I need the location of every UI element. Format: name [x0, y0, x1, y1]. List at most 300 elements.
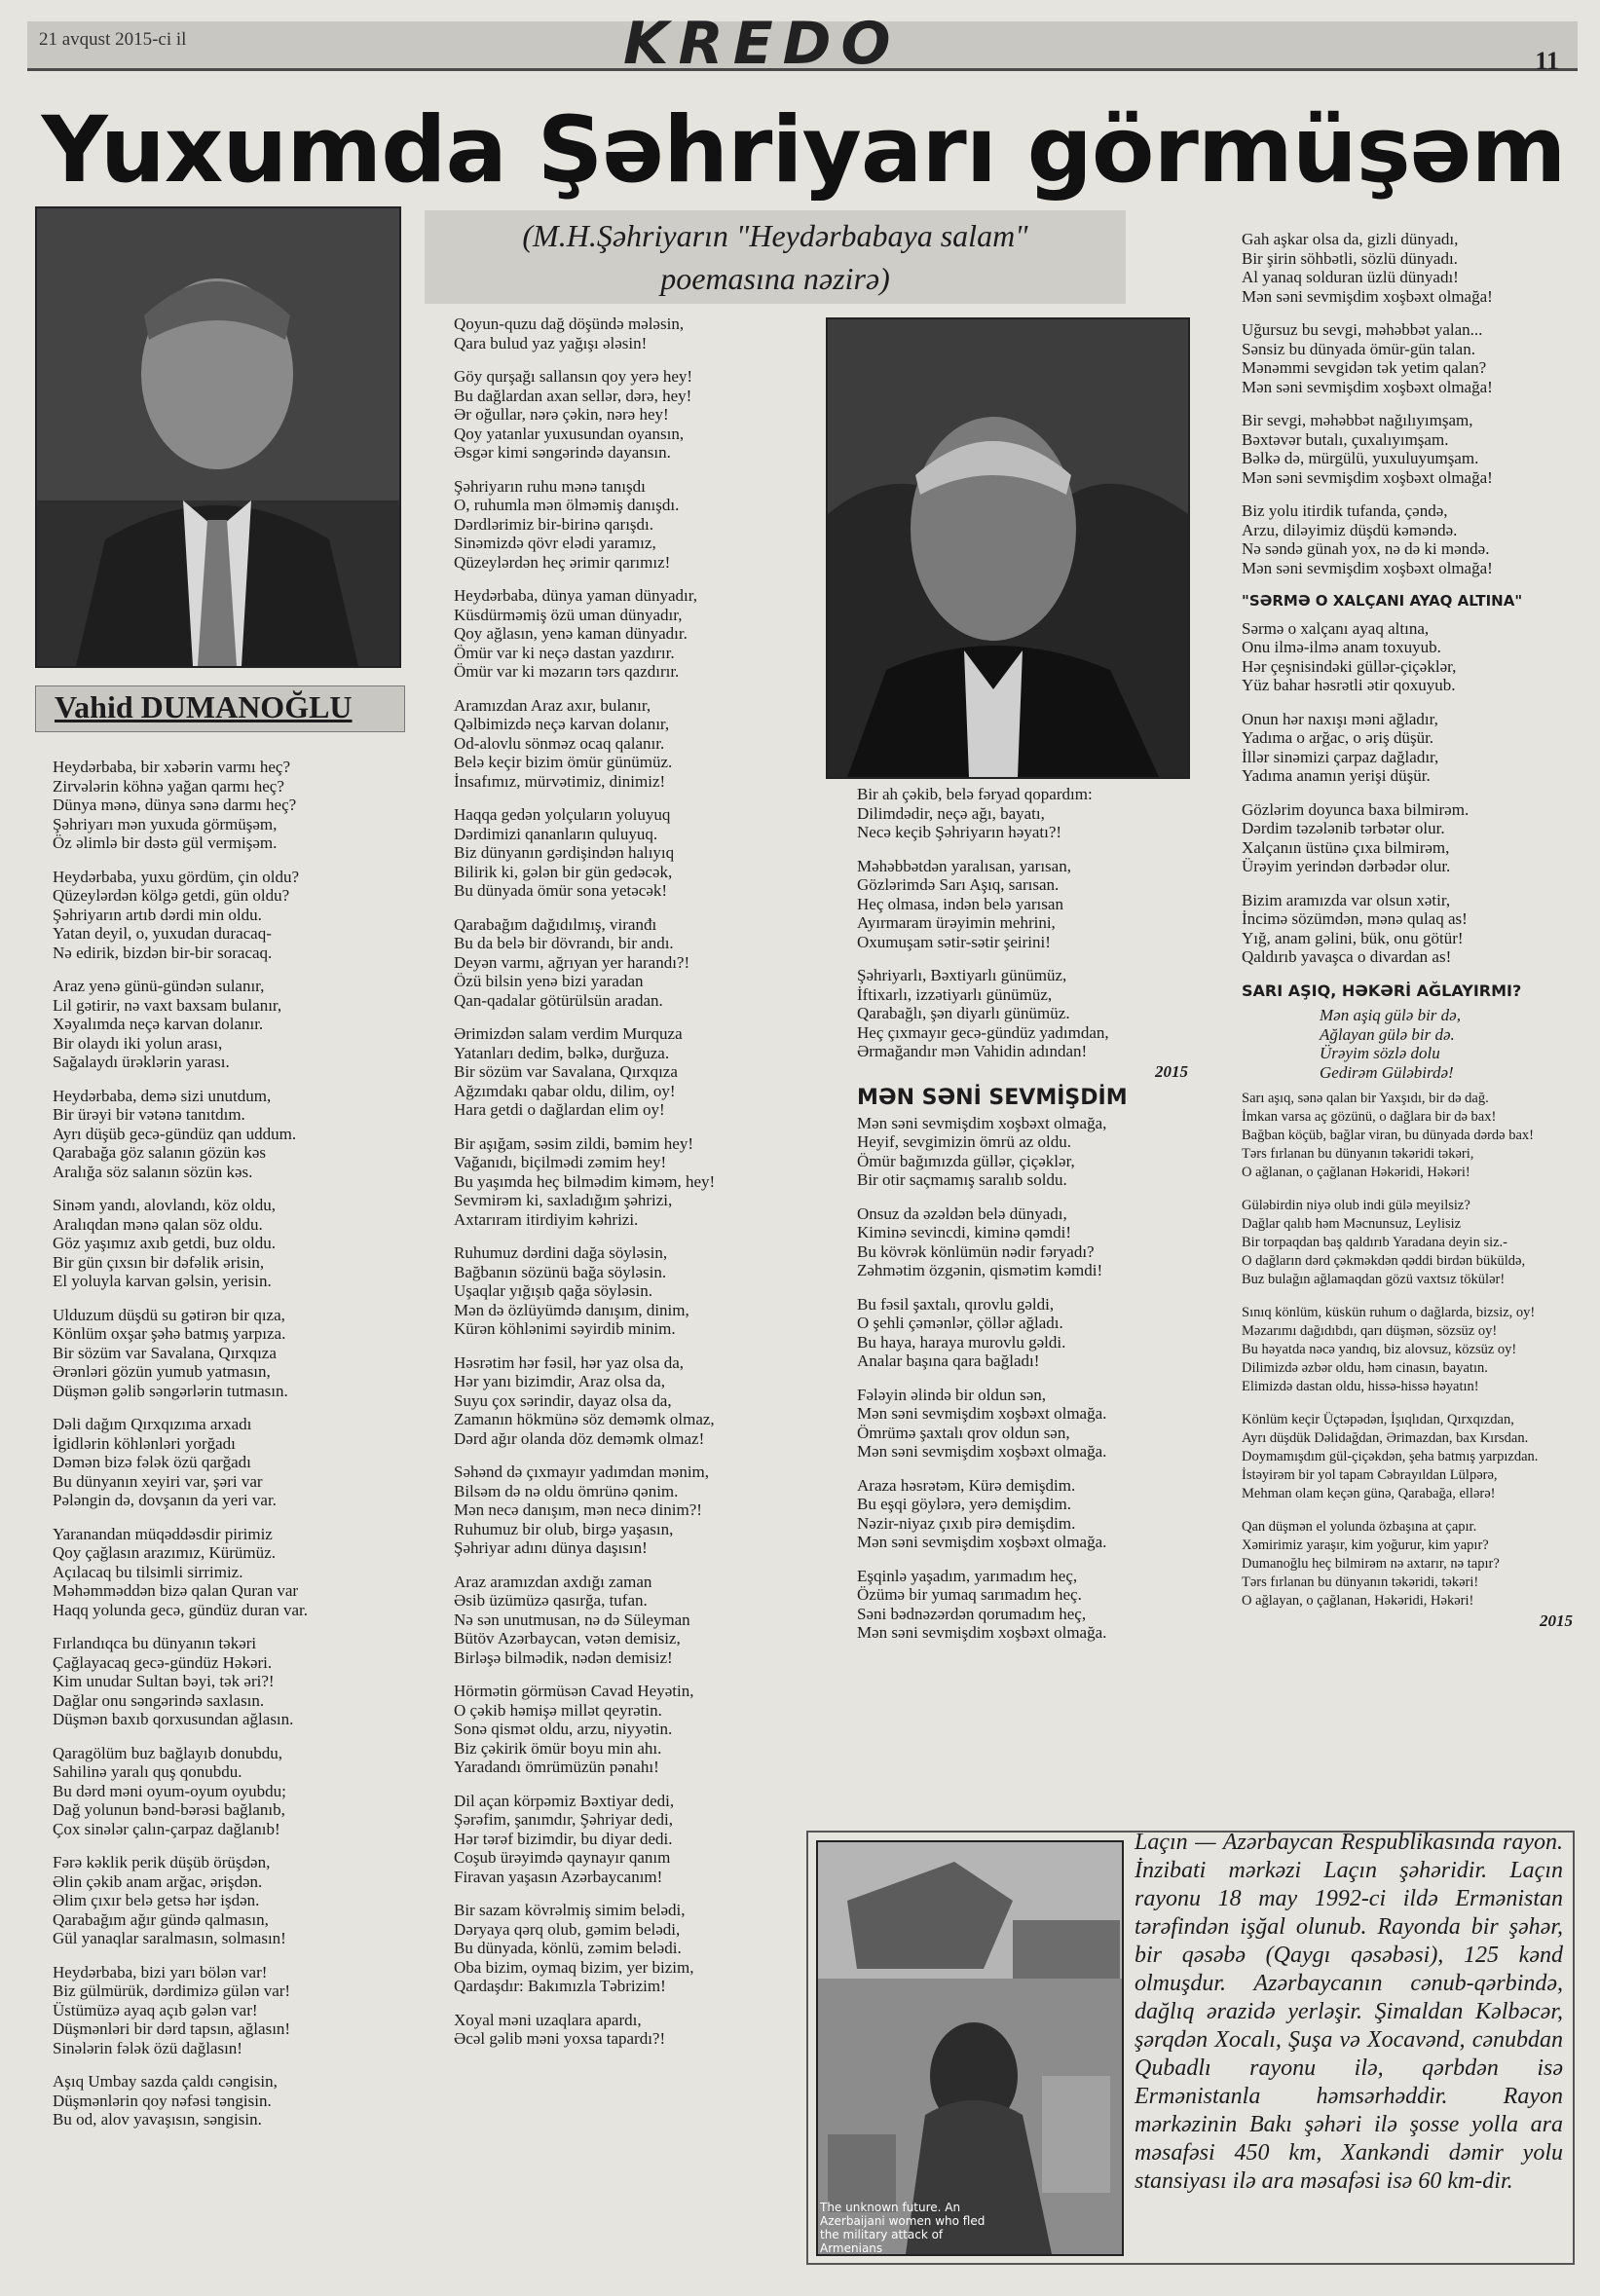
stanza [454, 477, 804, 573]
stanza [1242, 800, 1573, 876]
verse-line: Hər tərəf bizimdir, bu diyar dedi. [454, 1829, 673, 1848]
verse-line: Dərdimizi qananların quluyuq. [454, 824, 658, 843]
verse-line: Dağlar onu səngərində saxlasın. [53, 1690, 265, 1710]
stanza [857, 857, 1188, 952]
verse-line: Araz yenə günü-gündən sulanır, [53, 977, 265, 995]
verse-line: Əsib üzümüzə qasırğa, tufan. [454, 1591, 648, 1610]
verse-line: Sərmə o xalçanı ayaq altına, [1242, 618, 1430, 638]
verse-line: Dəmən bizə fələk özü qarğadı [53, 1453, 251, 1471]
poem-column-2 [454, 315, 804, 2063]
verse-line: Açılacaq bu tilsimli sirrimiz. [53, 1562, 243, 1581]
verse-line: Necə keçib Şəhriyarın həyatı?! [857, 823, 1062, 841]
verse-line: Bir sazam kövrəlmiş simim belədi, [454, 1901, 686, 1919]
verse-line: Nə sən unutmusan, nə də Süleyman [454, 1610, 690, 1629]
verse-line: Öz əlimlə bir dəstə gül vermişəm. [53, 833, 278, 852]
verse-line: Mən səni sevmişdim xoşbəxt olmağa! [1242, 558, 1493, 577]
stanza [454, 1573, 804, 1668]
verse-line: Hara getdi o dağlardan elim oy! [454, 1100, 665, 1119]
stanza [1242, 320, 1573, 396]
verse-line: Gözlərim doyunca baxa bilmirəm. [1242, 799, 1470, 819]
verse-line: Şəhriyarın ruhu mənə tanışdı [454, 476, 646, 496]
verse-line: Kürən köhlənimi səyirdib minim. [454, 1319, 676, 1338]
verse-line: Analar başına qara bağladı! [857, 1352, 1040, 1370]
verse-line: Ruhumuz dərdini dağa söyləsin, [454, 1243, 668, 1262]
verse-line: Bu kövrək könlümün nədir fəryadı? [857, 1241, 1095, 1261]
verse-line: Dağlar qalıb həm Məcnunsuz, Leylisiz [1242, 1216, 1462, 1232]
verse-line: Şəhriyar adını dünya daşısın! [454, 1538, 648, 1557]
verse-line: Araza həsrətəm, Kürə demişdim. [857, 1475, 1076, 1495]
stanza [857, 966, 1188, 1061]
verse-line: Bağban köçüb, bağlar viran, bu dünyada dərdə bax! [1242, 1128, 1534, 1143]
verse-line: Pələngin də, dovşanın da yeri var. [53, 1491, 277, 1509]
verse-line: Ayırmaram ürəyimin mehrini, [857, 913, 1056, 932]
verse-line: Göy qurşağı sallansın qoy yerə hey! [454, 367, 693, 386]
verse-line: Heç çıxmayır gecə-gündüz yadımdan, [857, 1022, 1109, 1042]
verse-line: Arzu, diləyimiz düşdü kəməndə. [1242, 520, 1458, 539]
verse-line: Heydərbaba, demə sizi unutdum, [53, 1086, 272, 1105]
stanza [53, 1306, 413, 1401]
verse-line: Əlim çıxır belə getsə hər işdən. [53, 1891, 260, 1909]
verse-line: Bəlkə də, mürgülü, yuxuluyumşam. [1242, 449, 1479, 467]
verse-line: Fələyin əlində bir oldun sən, [857, 1385, 1047, 1404]
verse-line: Yaranandan müqəddəsdir pirimiz [53, 1524, 273, 1543]
verse-line: Bir gün çıxsın bir dəfəlik ərisin, [53, 1252, 265, 1272]
verse-line: Sinəm yandı, alovlandı, köz oldu, [53, 1196, 276, 1214]
verse-line: Yatanları dedim, bəlkə, durğuza. [454, 1043, 670, 1062]
verse-line: Aşıq Umbay sazda çaldı cəngisin, [53, 2072, 278, 2091]
verse-line: Gül yanaqlar saralmasın, solmasın! [53, 1929, 286, 1947]
headline: Yuxumda Şəhriyarı görmüşəm [41, 97, 1566, 204]
verse-line: Belə keçir bizim ömür günümüz. [454, 753, 673, 771]
verse-line: O dağların dərd çəkməkdən qəddi birdən büküldə, [1242, 1253, 1526, 1269]
verse-line: Sonə qismət oldu, arzu, niyyətin. [454, 1720, 673, 1738]
verse-line: Çox sinələr çalın-çarpaz dağlanıb! [53, 1819, 280, 1838]
verse-line: Dil açan körpəmiz Bəxtiyar dedi, [454, 1791, 675, 1810]
shahriyar-photo [826, 317, 1190, 779]
verse-line: Bu dünyanın xeyiri var, şəri var [53, 1471, 263, 1491]
stanza [53, 868, 413, 963]
verse-line: Hər çeşnisindəki güllər-çiçəklər, [1242, 656, 1457, 676]
verse-line: Bir ürəyi bir vətənə tanıtdım. [53, 1105, 245, 1124]
verse-line: Birləşə bilmədik, nədən demisiz! [454, 1648, 673, 1667]
verse-line: Ömür var ki məzarın tərs qazdırır. [454, 662, 680, 681]
verse-line: Qoy yatanlar yuxusundan oyansın, [454, 424, 685, 443]
verse-line: Məhəbbətdən yaralısan, yarısan, [857, 856, 1071, 875]
verse-line: Göz yaşımız axıb getdi, buz oldu. [53, 1234, 276, 1252]
verse-line: İmkan varsa aç gözünü, o dağlara bir də bax! [1242, 1109, 1497, 1125]
stanza [454, 1682, 804, 1777]
verse-line: Mən səni sevmişdim xoşbəxt olmağa! [1242, 467, 1493, 487]
stanza [857, 1114, 1188, 1190]
verse-line: Zamanın hökmünə söz deməmk olmaz, [454, 1410, 715, 1428]
verse-line: Dəryaya qərq olub, gəmim belədi, [454, 1919, 681, 1939]
verse-line: Uşaqlar yığışıb qağa söyləsin. [454, 1281, 652, 1300]
verse-line: Qarabağa göz salanın gözün kəs [53, 1143, 267, 1162]
verse-line: Biz gülmürük, dərdimizə gülən var! [53, 1981, 291, 2000]
verse-line: İncimə sözümdən, mənə qulaq as! [1242, 909, 1468, 928]
verse-line: Qoy çağlasın arazımız, Kürümüz. [53, 1543, 276, 1562]
verse-line: Düşmənləri bir dərd tapsın, ağlasın! [53, 2019, 291, 2038]
verse-line: Qüzeylərdən heç ərimir qarımız! [454, 552, 671, 572]
stanza [53, 977, 413, 1072]
verse-line: Bu fəsil şaxtalı, qırovlu gəldi, [857, 1294, 1055, 1314]
verse-line: Aralıqdan mənə qalan söz oldu. [53, 1214, 263, 1234]
verse-line: Nə edirik, bizdən bir-bir soracaq. [53, 943, 273, 962]
verse-line: Zəhmətim özgənin, qismətim kəmdi! [857, 1261, 1103, 1279]
verse-line: Qan-qadalar götürülsün aradan. [454, 990, 663, 1010]
stanza [53, 1963, 413, 2058]
author-name: Vahid DUMANOĞLU [55, 689, 353, 724]
verse-line: Mən səni sevmişdim xoşbəxt olmağa, [857, 1113, 1107, 1132]
stanza [454, 1463, 804, 1558]
verse-line: Bağbanın sözünü bağa söyləsin. [454, 1262, 667, 1281]
verse-line: Uğursuz bu sevgi, məhəbbət yalan... [1242, 320, 1483, 339]
stanza [857, 1295, 1188, 1371]
verse-line: Dilimdədir, neçə ağı, bayatı, [857, 803, 1045, 823]
epigraph-line: Ağlayan gülə bir də. [1320, 1024, 1455, 1044]
verse-line: Bilsəm də nə oldu ömrünə qənim. [454, 1481, 679, 1500]
stanza [454, 1901, 804, 1996]
verse-line: Məzarımı dağıdıbdı, qarı düşmən, sözsüz oy! [1242, 1323, 1498, 1339]
poem-column-1 [53, 758, 413, 2144]
verse-line: Bir sözüm var Savalana, Qırxqıza [53, 1343, 277, 1362]
verse-line: Bu haya, haraya murovlu gəldi. [857, 1332, 1066, 1352]
verse-line: Biz çəkirik ömür boyu min ahı. [454, 1738, 662, 1758]
verse-line: Heydərbaba, yuxu gördüm, çin oldu? [53, 867, 300, 886]
verse-line: Kim unudar Sultan bəyi, tək əri?! [53, 1672, 275, 1690]
verse-line: Deyən varmı, ağrıyan yer harandı?! [454, 952, 690, 972]
verse-line: Dilimizdə əzbər oldu, həm cinasın, bayatın. [1242, 1360, 1488, 1376]
verse-line: Bu dünyada, könlü, zəmim belədi. [454, 1939, 682, 1957]
verse-line: Qarabağım dağıdılmış, viranđı [454, 914, 657, 934]
verse-line: Ərənləri gözün yumub yatmasın, [53, 1362, 271, 1381]
stanza [1242, 501, 1573, 577]
verse-line: Bu da belə bir dövrandı, bir andı. [454, 934, 674, 952]
verse-line: Çağlayacaq gecə-gündüz Həkəri. [53, 1652, 273, 1672]
masthead: KREDO [623, 10, 901, 78]
stanza [857, 1386, 1188, 1462]
stanza [454, 1243, 804, 1339]
verse-line: İstəyirəm bir yol tapam Cəbrayıldan Lülpərə, [1242, 1467, 1498, 1483]
verse-line: Suyu çox sərindir, dayaz olsa da, [454, 1390, 672, 1410]
verse-line: Ayrı düşüb gecə-gündüz qan uddum. [53, 1124, 297, 1143]
verse-line: Yadıma anamın yerişi düşür. [1242, 766, 1431, 785]
verse-line: Bu dünyada ömür sona yetəcək! [454, 881, 668, 900]
stanza [53, 1087, 413, 1182]
verse-line: Sevmirəm ki, saxladığım şəhrizi, [454, 1191, 673, 1209]
author-photo [35, 206, 401, 668]
verse-line: Ürəyim yerindən dərbədər olur. [1242, 857, 1451, 875]
stanza [53, 1853, 413, 1948]
verse-line: Şəhriyarlı, Bəxtiyarlı günümüz, [857, 966, 1067, 984]
verse-line: İnsafımız, mürvətimiz, dinimiz! [454, 771, 666, 791]
verse-line: Bu eşqi göylərə, yerə demişdim. [857, 1495, 1072, 1513]
verse-line: Könlüm keçir Üçtəpədən, İşıqlıdan, Qırxqızdan, [1242, 1412, 1514, 1427]
verse-line: Bir sözüm var Savalana, Qırxqıza [454, 1062, 678, 1081]
verse-line: Mən səni sevmişdim xoşbəxt olmağa. [857, 1442, 1107, 1461]
verse-line: Bu dağlardan axan sellər, dərə, hey! [454, 386, 692, 405]
verse-line: Onsuz da əzəldən belə dünyadı, [857, 1204, 1067, 1223]
verse-line: Yaradandı ömrümüzün pənahı! [454, 1758, 659, 1776]
verse-line: Bir olaydı iki yolun arası, [53, 1033, 223, 1053]
verse-line: Ulduzum düşdü su gətirən bir qıza, [53, 1305, 285, 1324]
verse-line: Sağalaydı ürəklərin yarası. [53, 1053, 230, 1071]
verse-line: Dünya mənə, dünya sənə darmı heç? [53, 796, 297, 814]
verse-line: Qardaşdır: Bakımızla Təbrizim! [454, 1977, 666, 1995]
verse-line: Bir ah çəkib, belə fəryad qopardım: [857, 785, 1093, 803]
verse-line: Qoyun-quzu dağ döşündə mələsin, [454, 315, 685, 333]
stanza [857, 1567, 1188, 1643]
verse-line: Fırlandıqca bu dünyanın təkəri [53, 1634, 257, 1652]
verse-line: İftixarlı, izzətiyarlı günümüz, [857, 984, 1053, 1004]
verse-line: Dəli dağım Qırxqızıma arxadı [53, 1415, 252, 1433]
stanza [1242, 1090, 1573, 1182]
verse-line: Axtarıram itirdiyim kəhrizi. [454, 1209, 639, 1229]
verse-line: Al yanaq solduran üzlü dünyadı! [1242, 268, 1459, 286]
verse-line: Ərimizdən salam verdim Murquza [454, 1024, 683, 1043]
verse-line: Düşmən baxıb qorxusundan ağlasın. [53, 1710, 294, 1728]
verse-line: Heydərbaba, bir xəbərin varmı heç? [53, 758, 291, 776]
poem-title: MƏN SƏNİ SEVMİŞDİM [857, 1086, 1128, 1110]
verse-line: Xalçanın üstünə çıxa bilmirəm, [1242, 837, 1450, 857]
verse-line: Doymamışdım gül-çiçəkdən, şeha batmış yarpızdan. [1242, 1449, 1539, 1464]
stanza [1242, 1304, 1573, 1396]
verse-line: Ruhumuz bir olub, birgə yaşasın, [454, 1519, 674, 1538]
verse-line: Heç olmasa, indən belə yarısan [857, 894, 1063, 913]
stanza [454, 805, 804, 901]
verse-line: Bu yaşımda heç bilmədim kiməm, hey! [454, 1171, 716, 1191]
verse-line: Onu ilmə-ilmə anam toxuyub. [1242, 638, 1441, 656]
verse-line: Gözlərimdə Sarı Aşıq, sarısan. [857, 875, 1060, 894]
verse-line: Mənəmmi sevgidən tək yetim qalan? [1242, 358, 1487, 377]
verse-line: Sahilinə yaralı quş qonubdu. [53, 1762, 242, 1781]
verse-line: Zirvələrin köhnə yağan qarmı heç? [53, 776, 284, 796]
verse-line: Düşmənlərin qoy nəfəsi təngisin. [53, 2091, 272, 2110]
verse-line: Dərdlərimiz bir-birinə qarışdı. [454, 514, 654, 534]
stanza [53, 758, 413, 853]
poem-column-3 [857, 785, 1188, 1657]
verse-line: Küsdürməmiş özü uman dünyadır, [454, 605, 683, 624]
stanza [857, 785, 1188, 842]
verse-line: O çəkib həmişə millət qeyrətin. [454, 1700, 662, 1720]
verse-line: Dərd ağır olanda döz deməmk olmaz! [454, 1428, 705, 1448]
refugee-photo [816, 1840, 1124, 2256]
verse-line: Araz aramızdan axdığı zaman [454, 1572, 652, 1591]
epigraph-line: Gedirəm Güləbirdə! [1320, 1062, 1454, 1082]
verse-line: Səhənd də çıxmayır yadımdan mənim, [454, 1463, 710, 1481]
photo-caption: The unknown future. An Azerbaijani women who fled the military attack of Armenians [820, 2201, 986, 2255]
stanza [454, 915, 804, 1011]
verse-line: Ər oğullar, nərə çəkin, nərə hey! [454, 405, 669, 424]
verse-line: Səni bədnəzərdən qorumadım heç, [857, 1604, 1087, 1623]
stanza [454, 315, 804, 352]
verse-line: Mən səni sevmişdim xoşbəxt olmağa. [857, 1623, 1107, 1642]
stanza [454, 1353, 804, 1449]
verse-line: Ömür var ki neçə dastan yazdırır. [454, 643, 675, 662]
verse-line: Heyif, sevgimizin ömrü az oldu. [857, 1132, 1072, 1151]
verse-line: Yatan deyil, o, yuxudan duracaq- [53, 924, 272, 943]
verse-line: Tərs fırlanan bu dünyanın təkəridi, təkəri! [1242, 1574, 1479, 1590]
verse-line: Qoy ağlasın, yenə kaman dünyadır. [454, 624, 688, 643]
stanza [1242, 619, 1573, 695]
verse-line: Mən səni sevmişdim xoşbəxt olmağa. [857, 1404, 1107, 1423]
verse-line: Qaragölüm buz bağlayıb donubdu, [53, 1743, 283, 1762]
year-label: 2015 [1540, 1611, 1573, 1630]
verse-line: Mən də özlüyümdə danışım, dinim, [454, 1300, 689, 1319]
verse-line: Məhəmməddən bizə qalan Quran var [53, 1581, 299, 1600]
verse-line: Mən səni sevmişdim xoşbəxt olmağa! [1242, 286, 1493, 306]
epigraph-line: Ürəyim sözlə dolu [1320, 1044, 1440, 1062]
verse-line: Haqqa gedən yolçuların yoluyuq [454, 805, 671, 824]
verse-line: Bir şirin söhbətli, sözlü dünyadı. [1242, 248, 1458, 268]
verse-line: Yadıma o arğac, o əriş düşür. [1242, 728, 1434, 747]
stanza [1242, 1518, 1573, 1611]
stanza [1242, 710, 1573, 786]
verse-line: Tərs fırlanan bu dünyanın təkəridi təkəri, [1242, 1146, 1474, 1162]
verse-line: Bir otir saçmamış saralıb soldu. [857, 1170, 1067, 1189]
verse-line: Qarabağım ağır gündə qalmasın, [53, 1909, 269, 1929]
verse-line: Firavan yaşasın Azərbaycanım! [454, 1867, 663, 1886]
verse-line: Könlüm oxşar şəhə batmış yarpıza. [53, 1324, 286, 1343]
verse-line: Özü bilsin yenə bizi yaradan [454, 972, 644, 990]
verse-line: İgidlərin köhlənləri yorğadı [53, 1433, 236, 1453]
verse-line: Kiminə sevincdi, kiminə qəmdi! [857, 1223, 1072, 1241]
verse-line: Güləbirdin niyə olub indi gülə meyilsiz? [1242, 1198, 1470, 1213]
poem-title: "SƏRMƏ O XALÇANI AYAQ ALTINA" [1242, 592, 1523, 610]
verse-line: Qan düşmən el yolunda özbaşına at çapır. [1242, 1519, 1477, 1535]
verse-line: Qara bulud yaz yağışı ələsin! [454, 333, 648, 352]
verse-line: O, ruhumla mən ölməmiş danışdı. [454, 496, 680, 514]
stanza [454, 1134, 804, 1230]
epigraph-line: Mən aşiq gülə bir də, [1320, 1006, 1461, 1024]
issue-date: 21 avqust 2015-ci il [39, 29, 187, 50]
verse-line: Əsgər kimi səngərində dayansın. [454, 443, 671, 462]
stanza [454, 2011, 804, 2049]
verse-line: Biz yolu itirdik tufanda, çəndə, [1242, 501, 1448, 520]
verse-line: Bu dərd məni oyum-oyum oyubdu; [53, 1781, 286, 1800]
stanza [1242, 230, 1573, 306]
verse-line: Bəxtəvər butalı, çuxalıyımşam. [1242, 429, 1449, 449]
verse-line: Dumanoğlu heç bilmirəm nə axtarır, nə tapır? [1242, 1556, 1500, 1572]
verse-line: Hər yanı bizimdir, Araz olsa da, [454, 1372, 665, 1390]
verse-line: Sınıq könlüm, küskün ruhum o dağlarda, bizsiz, oy! [1242, 1305, 1536, 1320]
verse-line: Şərəfim, şanımdır, Şəhriyar dedi, [454, 1810, 673, 1829]
verse-line: Xoyal məni uzaqlara apardı, [454, 2010, 642, 2029]
verse-line: Yığ, anam gəlini, bük, onu götür! [1242, 928, 1464, 947]
year-label: 2015 [1155, 1061, 1188, 1081]
lachin-text: Laçın — Azərbaycan Respublikasında rayon. İnzibati mərkəzi Laçın şəhəridir. Laçın rayonu 18 may 1992-ci ildə Ermənistan tərəfindən işğal olunub. Rayonda bir şəhər, bir qəsəbə (Qaygı qəsəbəsi), 125 kənd olmuşdur. Azərbaycanın cənub-qərbində, dağlıq ərazidə yerləşir. Şimaldan Kəlbəcər, şərqdən Xocalı, Şuşa və Xocavənd, cənubdan Qubadlı rayonu ilə, qərbdən isə Ermənistanla həmsərhəddir. Rayon mərkəzinin Bakı şəhəri ilə şosse yolla ara məsafəsi 450 km, Xankəndi dəmir yolu stansiyası ilə ara məsafəsi isə 60 km-dir. [1135, 1830, 1563, 2194]
verse-line: Əlin çəkib anam arğac, ərişdən. [53, 1871, 263, 1891]
stanza [53, 1744, 413, 1839]
verse-line: Sinəmizdə qövr elədi yaramız, [454, 534, 656, 552]
verse-line: Heydərbaba, bizi yarı bölən var! [53, 1962, 268, 1981]
verse-line: Dağ yolunun bənd-bərəsi bağlanıb, [53, 1800, 285, 1819]
verse-line: Ayrı düşdük Dəlidağdan, Ərimazdan, bax Kırsdan. [1242, 1430, 1529, 1446]
stanza [454, 696, 804, 792]
verse-line: İllər sinəmizi çarpaz dağladır, [1242, 747, 1439, 766]
verse-line: Elimizdə dastan oldu, hissə-hissə həyatın! [1242, 1379, 1479, 1394]
verse-line: Düşmən gəlib səngərlərin tutmasın. [53, 1381, 288, 1400]
stanza [454, 1792, 804, 1887]
stanza [454, 1024, 804, 1120]
verse-line: Oxumuşam sətir-sətir şeirini! [857, 932, 1051, 951]
verse-line: Bilirik ki, gələn bir gün gedəcək, [454, 862, 673, 881]
verse-line: Qarabağlı, şən diyarlı günümüz. [857, 1004, 1070, 1022]
verse-line: Şəhriyarı mən yuxuda görmüşəm, [53, 814, 278, 833]
subtitle-line: (M.H.Şəhriyarın "Heydərbabaya salam" [522, 218, 1028, 253]
verse-line: O ağlayan, o çağlanan, Həkəridi, Həkəri! [1242, 1593, 1474, 1609]
poem-column-4 [1242, 230, 1573, 1631]
verse-line: Əcəl gəlib məni yoxsa tapardı?! [454, 2029, 666, 2048]
verse-line: Ömür bağımızda güllər, çiçəklər, [857, 1151, 1075, 1170]
verse-line: Eşqinlə yaşadım, yarımadım heç, [857, 1566, 1078, 1585]
stanza [53, 2072, 413, 2129]
verse-line: Bizim aramızda var olsun xətir, [1242, 890, 1451, 909]
stanza [53, 1196, 413, 1291]
verse-line: Hörmətin görmüsən Cavad Heyətin, [454, 1682, 694, 1700]
stanza [1242, 891, 1573, 967]
verse-line: Mən necə danışım, mən necə dinim?! [454, 1500, 702, 1519]
verse-line: Sinələrin fələk özü dağlasın! [53, 2038, 242, 2057]
verse-line: Od-alovlu sönməz ocaq qalanır. [454, 733, 665, 753]
verse-line: Coşub ürəyimdə qaynayır qanım [454, 1848, 671, 1867]
verse-line: Özümə bir yumaq sarımadım heç. [857, 1585, 1082, 1604]
verse-line: Həsrətim hər fəsil, hər yaz olsa da, [454, 1352, 685, 1372]
stanza [1242, 1197, 1573, 1289]
subtitle-line: poemasına nəzirə) [660, 261, 890, 296]
verse-line: Nə səndə günah yox, nə də ki məndə. [1242, 539, 1490, 558]
verse-line: Dərdim təzələnib tərbətər olur. [1242, 819, 1445, 837]
verse-line: Haqq yolunda gecə, gündüz duran var. [53, 1600, 308, 1619]
verse-line: Qəlbimizdə neçə karvan dolanır, [454, 715, 670, 733]
verse-line: Bir aşığam, səsim zildi, bəmim hey! [454, 1133, 693, 1153]
verse-line: Bu od, alov yavaşısın, səngisin. [53, 2110, 262, 2129]
verse-line: Qaldırıb yavaşca o divardan as! [1242, 947, 1452, 966]
verse-line: Onun hər naxışı məni ağladır, [1242, 709, 1438, 728]
page-number: 11 [1535, 47, 1559, 75]
verse-line: El yoluyla karvan gəlsin, yerisin. [53, 1272, 272, 1290]
stanza [857, 1204, 1188, 1280]
verse-line: Mehman olam keçən günə, Qarabağa, ellərə! [1242, 1486, 1496, 1501]
verse-line: Xəmirimiz yaraşır, kim yoğurur, kim yapır? [1242, 1537, 1489, 1553]
verse-line: O şehli çəmənlər, çöllər ağladı. [857, 1314, 1063, 1332]
poem-title: SARI AŞIQ, HƏKƏRİ AĞLAYIRMI? [1242, 981, 1522, 1000]
verse-line: Yüz bahar həsrətli ətir qoxuyub. [1242, 676, 1456, 694]
stanza [1242, 411, 1573, 487]
verse-line: Bir torpaqdan baş qaldırıb Yaradana deyin siz.- [1242, 1235, 1508, 1250]
verse-line: Biz dünyanın gərdişindən halıyıq [454, 843, 675, 862]
stanza [1242, 1411, 1573, 1503]
stanza [53, 1525, 413, 1620]
verse-line: Bu həyatda nəcə yandıq, biz alovsuz, közsüz oy! [1242, 1342, 1517, 1357]
verse-line: Aralığa söz salanın sözün kəs. [53, 1162, 253, 1181]
verse-line: Mən səni sevmişdim xoşbəxt olmağa! [1242, 377, 1493, 396]
verse-line: Buz bulağın ağlamaqdan gözü vaxtsız tökülər! [1242, 1272, 1506, 1287]
verse-line: Ərmağandır mən Vahidin adından! [857, 1042, 1088, 1060]
verse-line: Sarı aşıq, sənə qalan bir Yaxşıdı, bir də dağ. [1242, 1091, 1489, 1106]
verse-line: Xəyalımda neçə karvan dolanır. [53, 1015, 264, 1033]
verse-line: Mən səni sevmişdim xoşbəxt olmağa. [857, 1533, 1107, 1551]
verse-line: Bir sevgi, məhəbbət nağılıyımşam, [1242, 411, 1473, 429]
verse-line: Ağzımdakı qabar oldu, dilim, oy! [454, 1081, 676, 1100]
stanza [53, 1415, 413, 1510]
verse-line: Nəzir-niyaz çıxıb pirə demişdim. [857, 1513, 1076, 1533]
verse-line: Oba bizim, oymaq bizim, yer bizim, [454, 1957, 694, 1977]
verse-line: Gah aşkar olsa da, gizli dünyadı, [1242, 230, 1459, 248]
verse-line: Qüzeylərdən kölgə getdi, gün oldu? [53, 886, 290, 905]
subtitle [425, 214, 1126, 300]
verse-line: Sənsiz bu dünyada ömür-gün talan. [1242, 339, 1475, 358]
